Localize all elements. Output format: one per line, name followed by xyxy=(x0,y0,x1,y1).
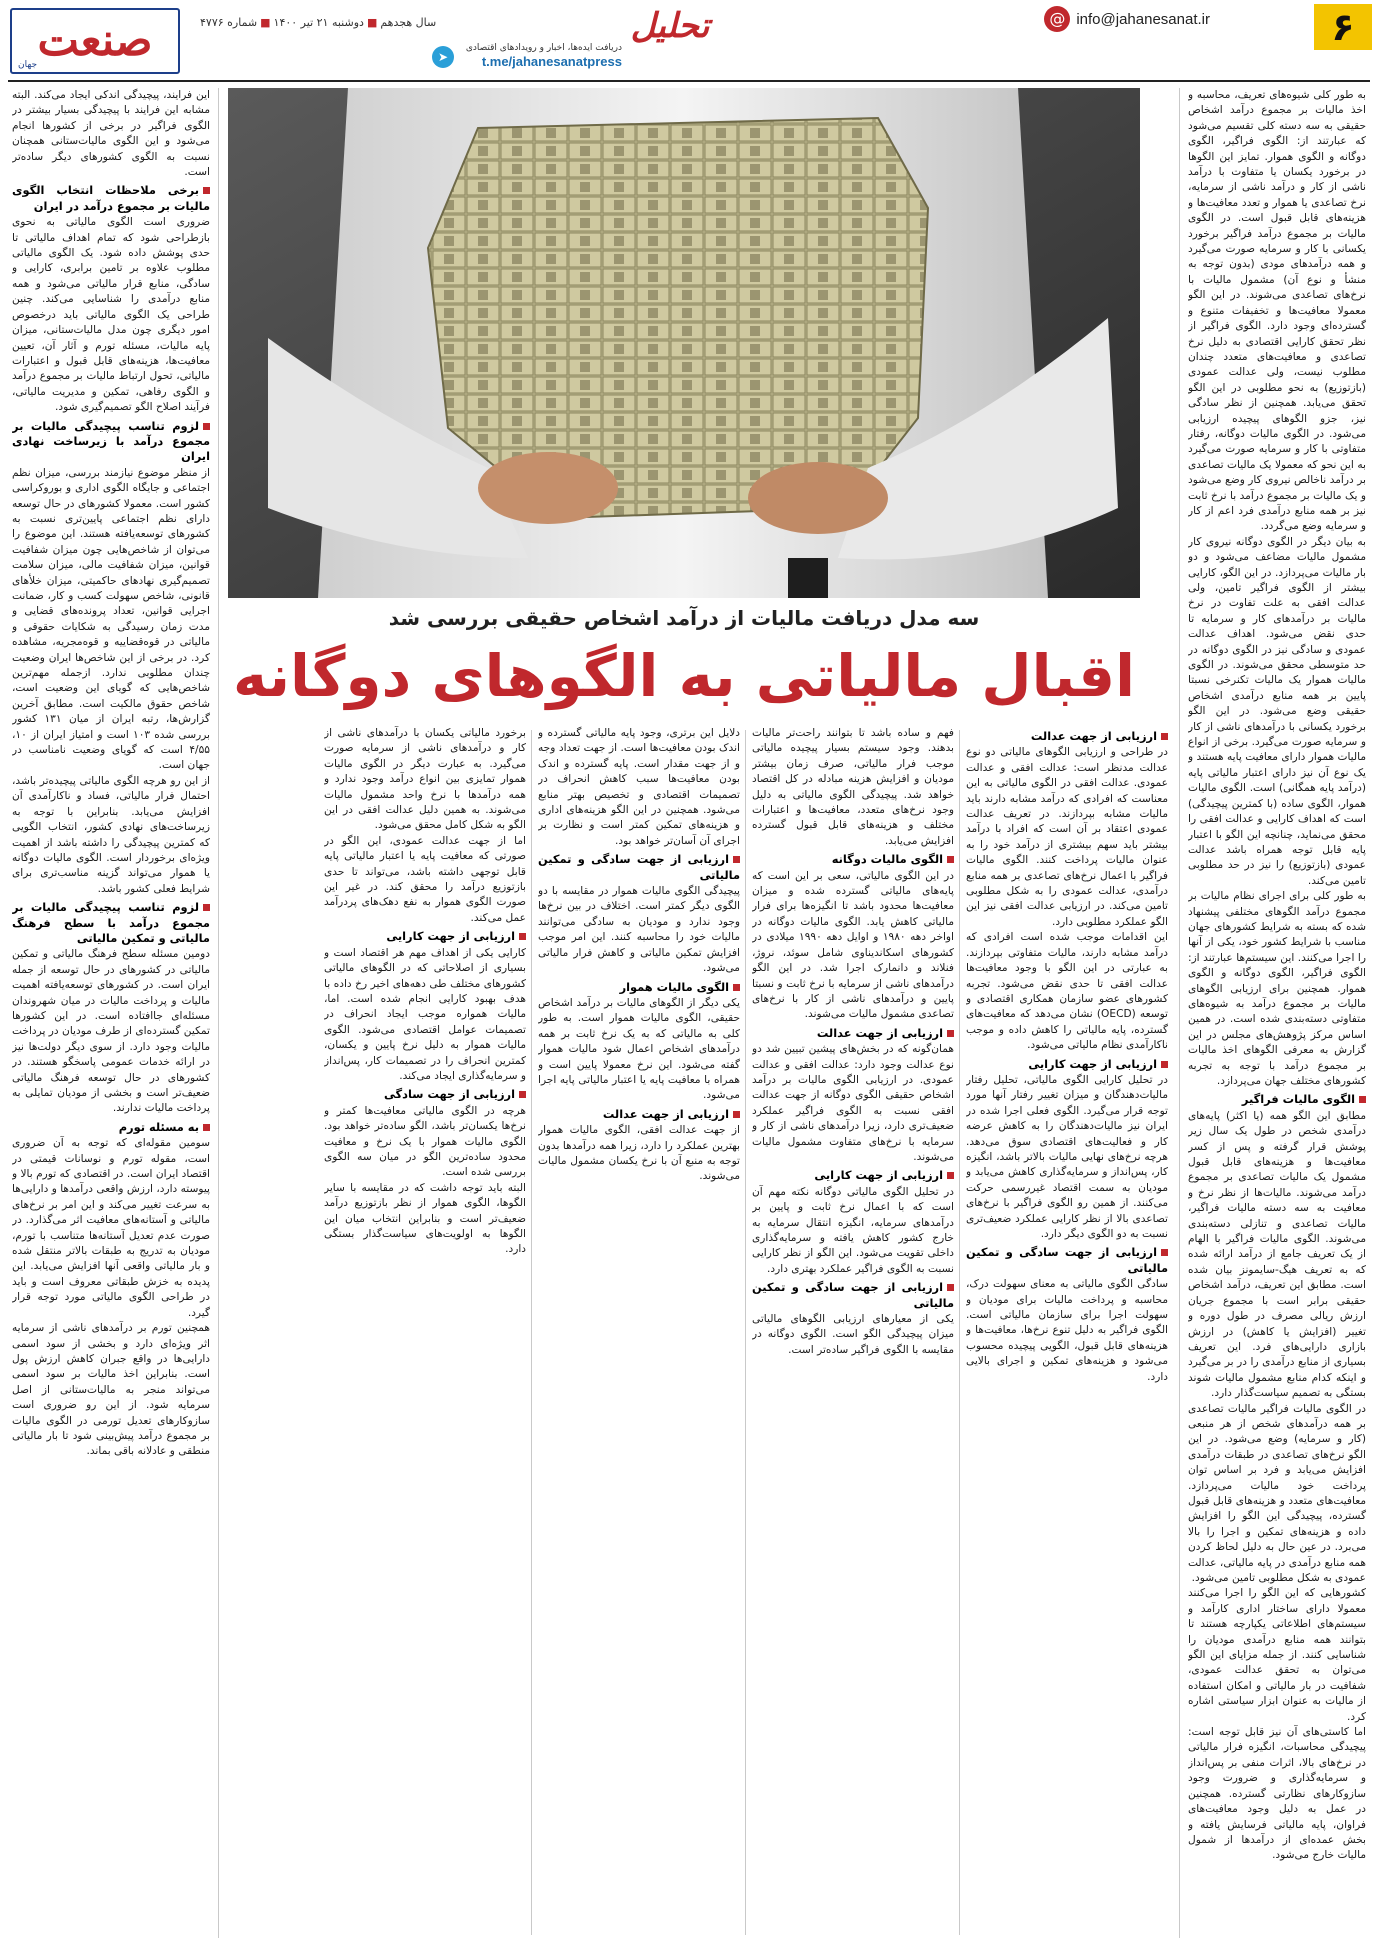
text-column-body-3 xyxy=(538,726,740,1938)
paragraph: در این الگوی مالیاتی، سعی بر این است که پایه‌های مالیاتی گسترده شده و میزان معافیت‌ها محدود باشد تا انگیزه‌ها برای فرار مالیاتی کاهش یابد. الگوی مالیات دوگانه در اواخر دهه ۱۹۸۰ و اوایل دهه ۱۹۹۰ میلادی در کشورهای اسکاندیناوی شامل سوئد، نروژ، فنلاند و دانمارک اجرا شد. در این الگو درآمدهای ناشی از سرمایه با نرخ ثابت و نسبتا پایین و درآمدهای ناشی از کار با نرخ‌های تصاعدی مشمول مالیات می‌شوند. xyxy=(752,869,954,1021)
bullet-square-icon xyxy=(203,1124,210,1131)
subheading xyxy=(12,900,210,946)
money-stack-illustration xyxy=(228,88,1140,598)
email-icon: @ xyxy=(1044,6,1070,32)
paragraph: البته باید توجه داشت که در مقایسه با سایر الگوها، الگوی هموار از نظر بازتوزیع درآمد ضعیف‌تر است و بنابراین انتخاب میان این الگوها به اولویت‌های سیاست‌گذار بستگی دارد. xyxy=(324,1181,526,1256)
bullet-square-icon xyxy=(733,856,740,863)
logo-text: صنعت xyxy=(37,15,153,66)
paragraph: دومین مسئله سطح فرهنگ مالیاتی و تمکین مالیاتی در کشورهای در حال توسعه از جمله ایران است. در کشورهای توسعه‌یافته اهمیت مالیات و پرداخت مالیات در میان شهروندان مسئله‌ای جاافتاده است. در این کشورها تمکین گسترده‌ای از طرف مودیان در پرداخت مالیات وجود دارد. از سوی دیگر دولت‌ها نیز در ارائه خدمات عمومی پاسخگو هستند. در کشورهای در حال توسعه فرهنگ مالیاتی ضعیف‌تر است و بخشی از مودیان تمایلی به پرداخت مالیات ندارند. xyxy=(12,948,210,1115)
subheading-text: ارزیابی از جهت سادگی و تمکین مالیاتی xyxy=(752,1280,954,1310)
subheading xyxy=(752,1168,954,1183)
subheading xyxy=(752,1280,954,1311)
subheading-text: الگوی مالیات هموار xyxy=(619,979,729,994)
bullet-square-icon xyxy=(947,1030,954,1037)
bullet-square-icon xyxy=(519,933,526,940)
paragraph: همچنین تورم بر درآمدهای ناشی از سرمایه اثر ویژه‌ای دارد و بخشی از سود اسمی دارایی‌ها در واقع جبران کاهش ارزش پول است. بنابراین اخذ مالیات بر سود اسمی می‌تواند منجر به مالیات‌ستانی از اصل سرمایه شود. از این رو ضروری است سازوکارهای تعدیل تورمی در الگوی مالیات بر مجموع درآمد پیش‌بینی شود تا بار مالیاتی منطقی و عادلانه باقی بماند. xyxy=(12,1322,210,1458)
subheading-text: لزوم تناسب پیچیدگی مالیات بر مجموع درآمد با سطح فرهنگ مالیاتی و تمکین مالیاتی xyxy=(12,900,210,945)
paragraph: سومین مقوله‌ای که توجه به آن ضروری است، مقوله تورم و نوسانات قیمتی در اقتصاد ایران است. در اقتصادی که تورم بالا و پیوسته دارد، ارزش واقعی درآمدها و دارایی‌ها به سرعت تغییر می‌کند و این امر بر نرخ‌های مالیاتی و آستانه‌های معافیت اثر می‌گذارد. در صورت عدم تعدیل آستانه‌ها متناسب با تورم، مودیان به تدریج به طبقات بالاتر منتقل شده و بار مالیاتی واقعی آنها افزایش می‌یابد. این پدیده به خزش طبقاتی معروف است و باید در طراحی الگوی مالیاتی مورد توجه قرار گیرد. xyxy=(12,1137,210,1319)
telegram-promo[interactable] xyxy=(432,42,622,69)
subheading-text: ارزیابی از جهت سادگی xyxy=(384,1087,515,1102)
paragraph: اما کاستی‌های آن نیز قابل توجه است: پیچیدگی محاسبات، انگیزه فرار مالیاتی در نرخ‌های بالا، اثرات منفی بر پس‌انداز و سرمایه‌گذاری و ضرورت وجود سازوکارهای نظارتی گسترده. همچنین در عمل به دلیل وجود معافیت‌های فراوان، پایه مالیاتی فرسایش یافته و بخش عمده‌ای از درآمدها از شمول مالیات خارج می‌شود. xyxy=(1188,1726,1366,1862)
paragraph: پیچیدگی الگوی مالیات هموار در مقایسه با دو الگوی دیگر کمتر است. اختلاف در بین نرخ‌ها وجود ندارد و مودیان به سادگی می‌توانند مالیات خود را محاسبه کنند. این امر موجب افزایش تمکین مالیاتی و کاهش فرار مالیاتی می‌شود. xyxy=(538,885,740,975)
paragraph: سادگی الگوی مالیاتی به معنای سهولت درک، محاسبه و پرداخت مالیات برای مودیان و سهولت اجرا برای سازمان مالیاتی است. الگوی فراگیر به دلیل تنوع نرخ‌ها، معافیت‌ها و هزینه‌های قابل قبول، الگویی پیچیده محسوب می‌شود و هزینه‌های تمکین و اجرای بالایی دارد. xyxy=(966,1278,1168,1383)
page-header xyxy=(0,0,1378,88)
bullet-square-icon xyxy=(733,984,740,991)
subheading xyxy=(966,1245,1168,1276)
subheading xyxy=(1188,1092,1366,1107)
column-divider xyxy=(218,88,219,1938)
paragraph: این اقدامات موجب شده است افرادی که درآمد مشابه دارند، مالیات متفاوتی بپردازند. به عبارتی در این الگو با وجود معافیت‌ها عدالت افقی تا حدی نقض می‌شود. تجربه کشورهای عضو سازمان همکاری اقتصادی و توسعه (OECD) نشان می‌دهد که معافیت‌های گسترده، پایه مالیاتی را کاهش داده و موجب ناکارآمدی نظام مالیاتی می‌شود. xyxy=(966,931,1168,1052)
paragraph: از جهت عدالت افقی، الگوی مالیات هموار بهترین عملکرد را دارد، زیرا همه درآمدها بدون توجه به منبع آن با نرخ یکسان مشمول مالیات می‌شوند. xyxy=(538,1124,740,1183)
paragraph: به طور کلی برای اجرای نظام مالیات بر مجموع درآمد الگوهای مختلفی پیشنهاد شده که بسته به شرایط کشورهای جهان مناسب با شرایط کشور خود، یکی از آنها را اجرا می‌کنند. این سیستم‌ها عبارتند از: الگوی فراگیر، الگوی دوگانه و الگوی هموار. همچنین برای ارزیابی الگوهای مالیات بر مجموع درآمد به شیوه‌های متفاوتی دسته‌بندی شده است. در همین اساس مرکز پژوهش‌های مجلس در این گزارش به معرفی الگوهای اخذ مالیات بر مجموع درآمد با توجه به تجربه کشورهای مختلف جهان می‌پردازد. xyxy=(1188,890,1366,1087)
paragraph: از این رو هرچه الگوی مالیاتی پیچیده‌تر باشد، احتمال فرار مالیاتی، فساد و ناکارآمدی آن افزایش می‌یابد. بنابراین با توجه به زیرساخت‌های نهادی کشور، انتخاب الگویی که کمترین پیچیدگی را داشته باشد از اهمیت ویژه‌ای برخوردار است. الگوی مالیات دوگانه یا هموار می‌تواند گزینه مناسب‌تری برای شرایط فعلی کشور باشد. xyxy=(12,774,210,895)
telegram-caption: دریافت ایده‌ها، اخبار و رویدادهای اقتصادی xyxy=(465,43,622,53)
subheading-text: ارزیابی از جهت عدالت xyxy=(1030,729,1157,743)
paragraph: در الگوی مالیات فراگیر مالیات تصاعدی بر همه درآمدهای شخص از هر منبعی (کار و سرمایه) وضع می‌شود. در این الگو نرخ‌های تصاعدی در طبقات درآمدی افزایش می‌یابد و فرد بر اساس توان پرداخت خود مالیات می‌پردازد. معافیت‌های متعدد و هزینه‌های قابل قبول گسترده، پیچیدگی این الگو را افزایش داده و هزینه‌های تمکین و اجرا را بالا می‌برد. در عین حال به دلیل لحاظ کردن همه منابع درآمدی در پایه مالیاتی، عدالت عمودی به شکل مطلوبی تامین می‌شود. xyxy=(1188,1402,1366,1584)
article-kicker: سه مدل دریافت مالیات از درآمد اشخاص حقیقی بررسی شد xyxy=(388,606,980,630)
subheading xyxy=(12,1120,210,1135)
bullet-square-icon xyxy=(1359,1096,1366,1103)
paragraph: یکی از معیارهای ارزیابی الگوهای مالیاتی میزان پیچیدگی الگو است. الگوی دوگانه در مقایسه با الگوی فراگیر ساده‌تر است. xyxy=(752,1313,954,1356)
paragraph: از منظر موضوع نیازمند بررسی، میزان نظم اجتماعی و جایگاه الگوی اداری و بوروکراسی کشور است. معمولا کشورهای در حال توسعه دارای نظم اجتماعی پایین‌تری نسبت به کشورهای توسعه‌یافته هستند. این موضوع را می‌توان از شاخص‌هایی چون میزان شفافیت قوانین، میزان شفافیت مالی، میزان سلامت تصمیم‌گیری نهادهای حاکمیتی، میزان خلأهای قانونی، شاخص سهولت کسب و کار، ضمانت اجرایی قوانین، تعداد پرونده‌های قضایی و مدت زمان رسیدگی به شکایات حقوقی و مالیاتی در قوه‌قضاییه و قوه‌مجریه، مشاهده کرد. در برخی از این شاخص‌ها ایران وضعیت چندان مطلوبی ندارد. ازجمله مهم‌ترین شاخص‌هایی که گویای این وضعیت است، شاخص حقوق مالکیت است. مطابق آخرین گزارش‌ها، رتبه ایران از میان ۱۳۱ کشور بررسی شده ۱۰۳ است و امتیاز ایران از ۱۰، ۴/۵۵ است که گویای وضعیت نامناسب در جهان است. xyxy=(12,466,210,772)
telegram-link[interactable]: t.me/jahanesanatpress xyxy=(481,54,622,69)
section-title: تحلیل xyxy=(630,6,710,46)
subheading-text: به مسئله تورم xyxy=(118,1119,199,1134)
paragraph: به بیان دیگر در الگوی دوگانه نیروی کار مشمول مالیات مضاعف می‌شود و دو بار مالیات می‌پردازد. در این الگو، کارایی بیشتر از الگوی فراگیر تامین، ولی عدالت افقی به علت تفاوت در نرخ مالیات بر درآمدهای کار و سرمایه تا حدی نقض می‌شود. اهداف عدالت عمودی و سادگی نیز در الگوی دوگانه در حد متوسطی محقق می‌شوند. در الگوی مالیات هموار یک مالیات تکنرخی نسبتا پایین بر همه منابع درآمدی اشخاص حقیقی وضع می‌شود. در این الگو برخورد یکسانی با درآمدهای ناشی از کار و سرمایه صورت می‌گیرد. برخی از انواع مالیات هموار دارای معافیت پایه هستند و یک نوع آن نیز دارای اعتبار مالیاتی پایه (درآمد پایه همگانی) است. الگوی مالیات هموار، الگوی ساده (با کمترین پیچیدگی) است که اهداف کارایی و عدالت افقی را محقق می‌نماید، چنانچه این الگو با اعتبار پایه قابل توجه همراه باشد عدالت عمودی (بازتوزیع) را نیز در حد مطلوبی تامین می‌کند. xyxy=(1188,535,1366,887)
bullet-square-icon xyxy=(947,1284,954,1291)
paragraph: همان‌گونه که در بخش‌های پیشین تبیین شد دو نوع عدالت وجود دارد: عدالت افقی و عدالت عمودی. در ارزیابی الگوی مالیات بر درآمد اشخاص حقیقی الگوی دوگانه از جهت عدالت افقی نسبت به الگوی فراگیر عملکرد ضعیف‌تری دارد، زیرا درآمدهای ناشی از کار و سرمایه با نرخ‌های متفاوت مشمول مالیات می‌شوند. xyxy=(752,1043,954,1163)
header-divider xyxy=(8,80,1370,82)
bullet-square-icon xyxy=(947,856,954,863)
column-divider xyxy=(745,730,746,1935)
bullet-square-icon xyxy=(1161,733,1168,740)
text-column-left xyxy=(12,88,210,1938)
paragraph: یکی دیگر از الگوهای مالیات بر درآمد اشخاص حقیقی، الگوی مالیات هموار است. به طور کلی به مالیاتی که به یک نرخ ثابت بر همه درآمدهای اشخاص اعمال شود مالیات هموار گفته می‌شود. این نرخ معمولا پایین است و همراه با معافیت پایه یا اعتبار مالیاتی پایه اجرا می‌شود. xyxy=(538,996,740,1102)
issue-info: سال هجدهم■دوشنبه ۲۱ تیر ۱۴۰۰■شماره ۴۷۷۶ xyxy=(200,16,437,29)
paragraph: کارایی یکی از اهداف مهم هر اقتصاد است و بسیاری از اصلاحاتی که در الگوهای مالیاتی کشورهای مختلف طی دهه‌های اخیر رخ داده با هدف بهبود کارایی انجام شده است. اما، مالیات همواره موجب ایجاد انحراف در تصمیمات عوامل اقتصادی می‌شود. الگوی مالیات هموار به دلیل نرخ پایین و یکسان، کمترین انحراف را در تصمیمات کار، پس‌انداز و سرمایه‌گذاری ایجاد می‌کند. xyxy=(324,946,526,1082)
paragraph: اما از جهت عدالت عمودی، این الگو در صورتی که معافیت پایه یا اعتبار مالیاتی پایه قابل توجهی داشته باشد، می‌تواند تا حدی بازتوزیع درآمد را محقق کند. در غیر این صورت الگوی هموار به نفع دهک‌های پردرآمد عمل می‌کند. xyxy=(324,834,526,924)
subheading xyxy=(966,1057,1168,1072)
text-column-right xyxy=(1188,88,1366,1938)
subheading xyxy=(324,929,526,944)
paragraph: به طور کلی شیوه‌های تعریف، محاسبه و اخذ مالیات بر مجموع درآمد اشخاص حقیقی به سه دسته کلی تقسیم می‌شود که عبارتند از: الگوی فراگیر، الگوی دوگانه و الگوی هموار. تمایز این الگوها در برخورد یکسان یا متفاوت با درآمد ناشی از کار و درآمد ناشی از سرمایه، نرخ تصاعدی یا هموار و تعدد معافیت‌ها و هزینه‌های قابل قبول است. در الگوی مالیات بر مجموع درآمد فراگیر برخورد یکسانی با کار و سرمایه صورت می‌گیرد و همه درآمدهای مودی (بدون توجه به منشأ و نوع آن) مشمول مالیات با نرخ‌های تصاعدی می‌شوند. در این الگو معمولا معافیت‌ها و تخفیفات متنوع و گسترده‌ای وجود دارد. الگوی فراگیر از نظر تحقق کارایی اقتصادی به دلیل نرخ تصاعدی و معافیت‌های متعدد چندان مطلوب نیست، ولی عدالت عمودی (بازتوزیع) به نحو مطلوبی در این الگو تحقق می‌یابد. همچنین از نظر سادگی نیز، جزو الگوهای پیچیده ارزیابی می‌شود. در الگوی مالیات دوگانه، رفتار متفاوتی با کار و سرمایه صورت می‌گیرد به این نحو که معمولا یک مالیات تصاعدی بر درآمد ناخالص نیروی کار وضع می‌شود و یک مالیات بر مجموع درآمد با نرخ ثابت نیز بر همه منابع درآمدی فرد اعم از کار و سرمایه وضع می‌گردد. xyxy=(1188,89,1366,533)
text-column-body-1 xyxy=(966,726,1168,1938)
subheading xyxy=(538,852,740,883)
column-divider xyxy=(1179,88,1180,1938)
subheading-text: ارزیابی از جهت عدالت xyxy=(816,1025,943,1040)
page-number: ۶ xyxy=(1314,4,1372,50)
bullet-square-icon xyxy=(947,1172,954,1179)
article-photo xyxy=(228,88,1140,598)
subheading xyxy=(966,729,1168,744)
newspaper-logo[interactable] xyxy=(10,8,180,74)
paragraph: هرچه در الگوی مالیاتی معافیت‌ها کمتر و نرخ‌ها یکسان‌تر باشد، الگو ساده‌تر خواهد بود. الگوی مالیات هموار با یک نرخ و معافیت محدود ساده‌ترین الگو در میان سه الگوی بررسی شده است. xyxy=(324,1104,526,1179)
paragraph: کشورهایی که این الگو را اجرا می‌کنند معمولا دارای ساختار اداری کارآمد و سیستم‌های اطلاعاتی یکپارچه هستند تا بتوانند همه منابع درآمدی مودیان را شناسایی کنند. از جمله مزایای این الگو می‌توان به تحقق عدالت عمودی، شفافیت در بار مالیاتی و امکان استفاده از مالیات به عنوان ابزار سیاستی اشاره کرد. xyxy=(1188,1587,1366,1723)
subheading xyxy=(538,980,740,995)
logo-subtitle: جهان xyxy=(18,60,38,70)
bullet-square-icon xyxy=(1161,1249,1168,1256)
paragraph: در تحلیل الگوی مالیاتی دوگانه نکته مهم آن است که با اعمال نرخ ثابت و پایین بر درآمدهای سرمایه، انگیزه انتقال سرمایه به خارج کشور کاهش یافته و سرمایه‌گذاری داخلی تقویت می‌شود. این الگو از نظر کارایی نسبت به الگوی فراگیر عملکرد بهتری دارد. xyxy=(752,1185,954,1275)
subheading-text: ارزیابی از جهت عدالت xyxy=(602,1106,729,1121)
subheading-text: ارزیابی از جهت کارایی xyxy=(814,1168,943,1183)
bullet-square-icon xyxy=(203,904,210,911)
subheading xyxy=(12,419,210,465)
paragraph: این فرایند، پیچیدگی اندکی ایجاد می‌کند. البته مشابه این فرایند با پیچیدگی بسیار بیشتر در الگوی فراگیر در برخی از کشورها انجام می‌شود و این الگوی مالیات‌ستانی همچنان نسبت به الگوی کشورهای دیگر ساده‌تر است. xyxy=(12,89,210,179)
subheading-text: ارزیابی از جهت کارایی xyxy=(1028,1056,1157,1071)
subheading xyxy=(12,183,210,214)
subheading-text: ارزیابی از جهت سادگی و تمکین مالیاتی xyxy=(538,852,740,882)
subheading-text: الگوی مالیات فراگیر xyxy=(1241,1092,1355,1107)
email-contact[interactable] xyxy=(1044,6,1210,32)
paragraph: ضروری است الگوی مالیاتی به نحوی بازطراحی شود که تمام اهداف مالیاتی تا حدی پوشش داده شود. یک الگوی مالیاتی مطلوب علاوه بر تامین برابری، کارایی و سادگی، منابع قرار مالیاتی می‌شود و همه منابع درآمدی را شناسایی می‌کند. چنین طراحی یک الگوی مالیاتی باید درخصوص امور دیگری چون مدل مالیات‌ستانی، میزان پایه مالیات، مسئله تورم و آثار آن، تعیین معافیت‌ها، هزینه‌های قابل قبول و اعتبارات مالیاتی، تحول ارتباط مالیات بر مجموع درآمد و الگوی رفاهی، تمکین و مدیریت مالیاتی، فرآیند اصلاح الگو تصمیم‌گیری شود. xyxy=(12,216,210,414)
column-divider xyxy=(531,730,532,1935)
text-column-body-4 xyxy=(324,726,526,1938)
bullet-square-icon xyxy=(203,187,210,194)
bullet-square-icon xyxy=(733,1111,740,1118)
paragraph: در تحلیل کارایی الگوی مالیاتی، تحلیل رفتار مالیات‌دهندگان و میزان تغییر رفتار آنها مورد توجه قرار می‌گیرد. الگوی فعلی اجرا شده در ایران نیز مالیات‌دهندگان را به کاهش عرضه کار و فعالیت‌های اقتصادی سوق می‌دهد. هرچه نرخ‌های نهایی مالیات بالاتر باشد، انگیزه کار، پس‌انداز و سرمایه‌گذاری کاهش می‌یابد و مودیان به سمت اقتصاد غیررسمی حرکت می‌کنند. از همین رو الگوی فراگیر با نرخ‌های تصاعدی بالا از نظر کارایی عملکرد ضعیف‌تری نسبت به دو الگوی دیگر دارد. xyxy=(966,1073,1168,1240)
paragraph: مطابق این الگو همه (یا اکثر) پایه‌های درآمدی شخص در طول یک سال زیر پوشش قرار گرفته و پس از کسر معافیت‌ها و هزینه‌های قابل قبول مشمول یک مالیات تصاعدی بر مجموع درآمد می‌شوند. مالیات‌ها از نظر نرخ و معافیت به سه دسته مالیات فراگیر، مالیات تصاعدی و تنازلی دسته‌بندی می‌شوند. الگوی مالیات فراگیر با الهام از یک تعریف جامع از درآمد ارائه شده که به تعریف هیگ-سایمونز بیان شده است. مطابق این تعریف، درآمد اشخاص حقیقی برابر است با مجموع جریان ارزش ریالی مصرف در طول دوره و تغییر (افزایش یا کاهش) در ارزش بازاری دارایی‌های فرد. این تعریف بسیاری از منابع درآمدی را در بر می‌گیرد و اینکه کدام منابع مشمول مالیات شوند بستگی به تصمیم سیاست‌گذار دارد. xyxy=(1188,1109,1366,1400)
bullet-square-icon xyxy=(203,423,210,430)
paragraph: برخورد مالیاتی یکسان با درآمدهای ناشی از کار و درآمدهای ناشی از سرمایه صورت می‌گیرد. به عبارت دیگر در الگوی مالیات هموار تمایزی بین انواع درآمد وجود ندارد و همه درآمدها با نرخ واحد مشمول مالیات می‌شوند. به همین دلیل عدالت افقی در این الگو به شکل کامل محقق می‌شود. xyxy=(324,727,526,832)
paragraph: فهم و ساده باشد تا بتوانند راحت‌تر مالیات بدهند. وجود سیستم بسیار پیچیده مالیاتی موجب فرار مالیاتی، صرف زمان بیشتر مودیان و افزایش هزینه مبادله در کل اقتصاد خواهد شد. پیچیدگی الگوی مالیاتی به دلیل وجود نرخ‌های متعدد، معافیت‌ها و اعتبارات مختلف و هزینه‌های قابل قبول گسترده افزایش می‌یابد. xyxy=(752,727,954,847)
subheading-text: الگوی مالیات دوگانه xyxy=(831,852,943,867)
text-column-body-2 xyxy=(752,726,954,1938)
email-address[interactable]: info@jahanesanat.ir xyxy=(1076,10,1210,28)
subheading xyxy=(752,1026,954,1041)
bullet-square-icon xyxy=(519,1091,526,1098)
paragraph: در طراحی و ارزیابی الگوهای مالیاتی دو نوع عدالت مدنظر است: عدالت افقی و عدالت عمودی. عدالت افقی در الگوی مالیاتی به این معناست که افرادی که درآمد مشابه دارند باید مالیات مشابه بپردازند. در تعریف عدالت عمودی اعتقاد بر آن است که افراد با درآمد بیشتر باید سهم بیشتری از درآمد خود را به عنوان مالیات پرداخت کنند. الگوی مالیات فراگیر با اعمال نرخ‌های تصاعدی بر همه منابع درآمدی، عدالت عمودی را به شکل مطلوبی تامین می‌کند. در ارزیابی عدالت افقی نیز این الگو عملکرد مطلوبی دارد. xyxy=(966,746,1168,928)
subheading xyxy=(324,1087,526,1102)
paragraph: دلایل این برتری، وجود پایه مالیاتی گسترده و اندک بودن معافیت‌ها است. از جهت تعداد وجه و از جهت مقدار است. پایه گسترده و اندک بودن معافیت‌ها سبب کاهش انحراف در تصمیمات اقتصادی و تخصیص بهتر منابع می‌شود. همچنین در این الگو هزینه‌های اداری و هزینه‌های تمکین کمتر است و نظارت بر اجرای آن آسان‌تر خواهد بود. xyxy=(538,727,740,847)
issue-date: دوشنبه ۲۱ تیر ۱۴۰۰ xyxy=(273,16,364,29)
subheading xyxy=(752,852,954,867)
bullet-square-icon xyxy=(1161,1061,1168,1068)
article-headline: اقبال مالیاتی به الگوهای دوگانه xyxy=(233,642,1135,710)
subheading xyxy=(538,1107,740,1122)
issue-number: شماره ۴۷۷۶ xyxy=(200,16,258,29)
issue-year: سال هجدهم xyxy=(380,16,437,29)
subheading-text: برخی ملاحظات انتخاب الگوی مالیات بر مجموع درآمد در ایران xyxy=(12,183,210,213)
subheading-text: لزوم تناسب پیچیدگی مالیات بر مجموع درآمد با زیرساخت نهادی ایران xyxy=(12,418,210,464)
telegram-icon: ➤ xyxy=(432,46,454,68)
column-divider xyxy=(959,730,960,1935)
subheading-text: ارزیابی از جهت کارایی xyxy=(386,929,515,944)
subheading-text: ارزیابی از جهت سادگی و تمکین مالیاتی xyxy=(966,1245,1168,1275)
